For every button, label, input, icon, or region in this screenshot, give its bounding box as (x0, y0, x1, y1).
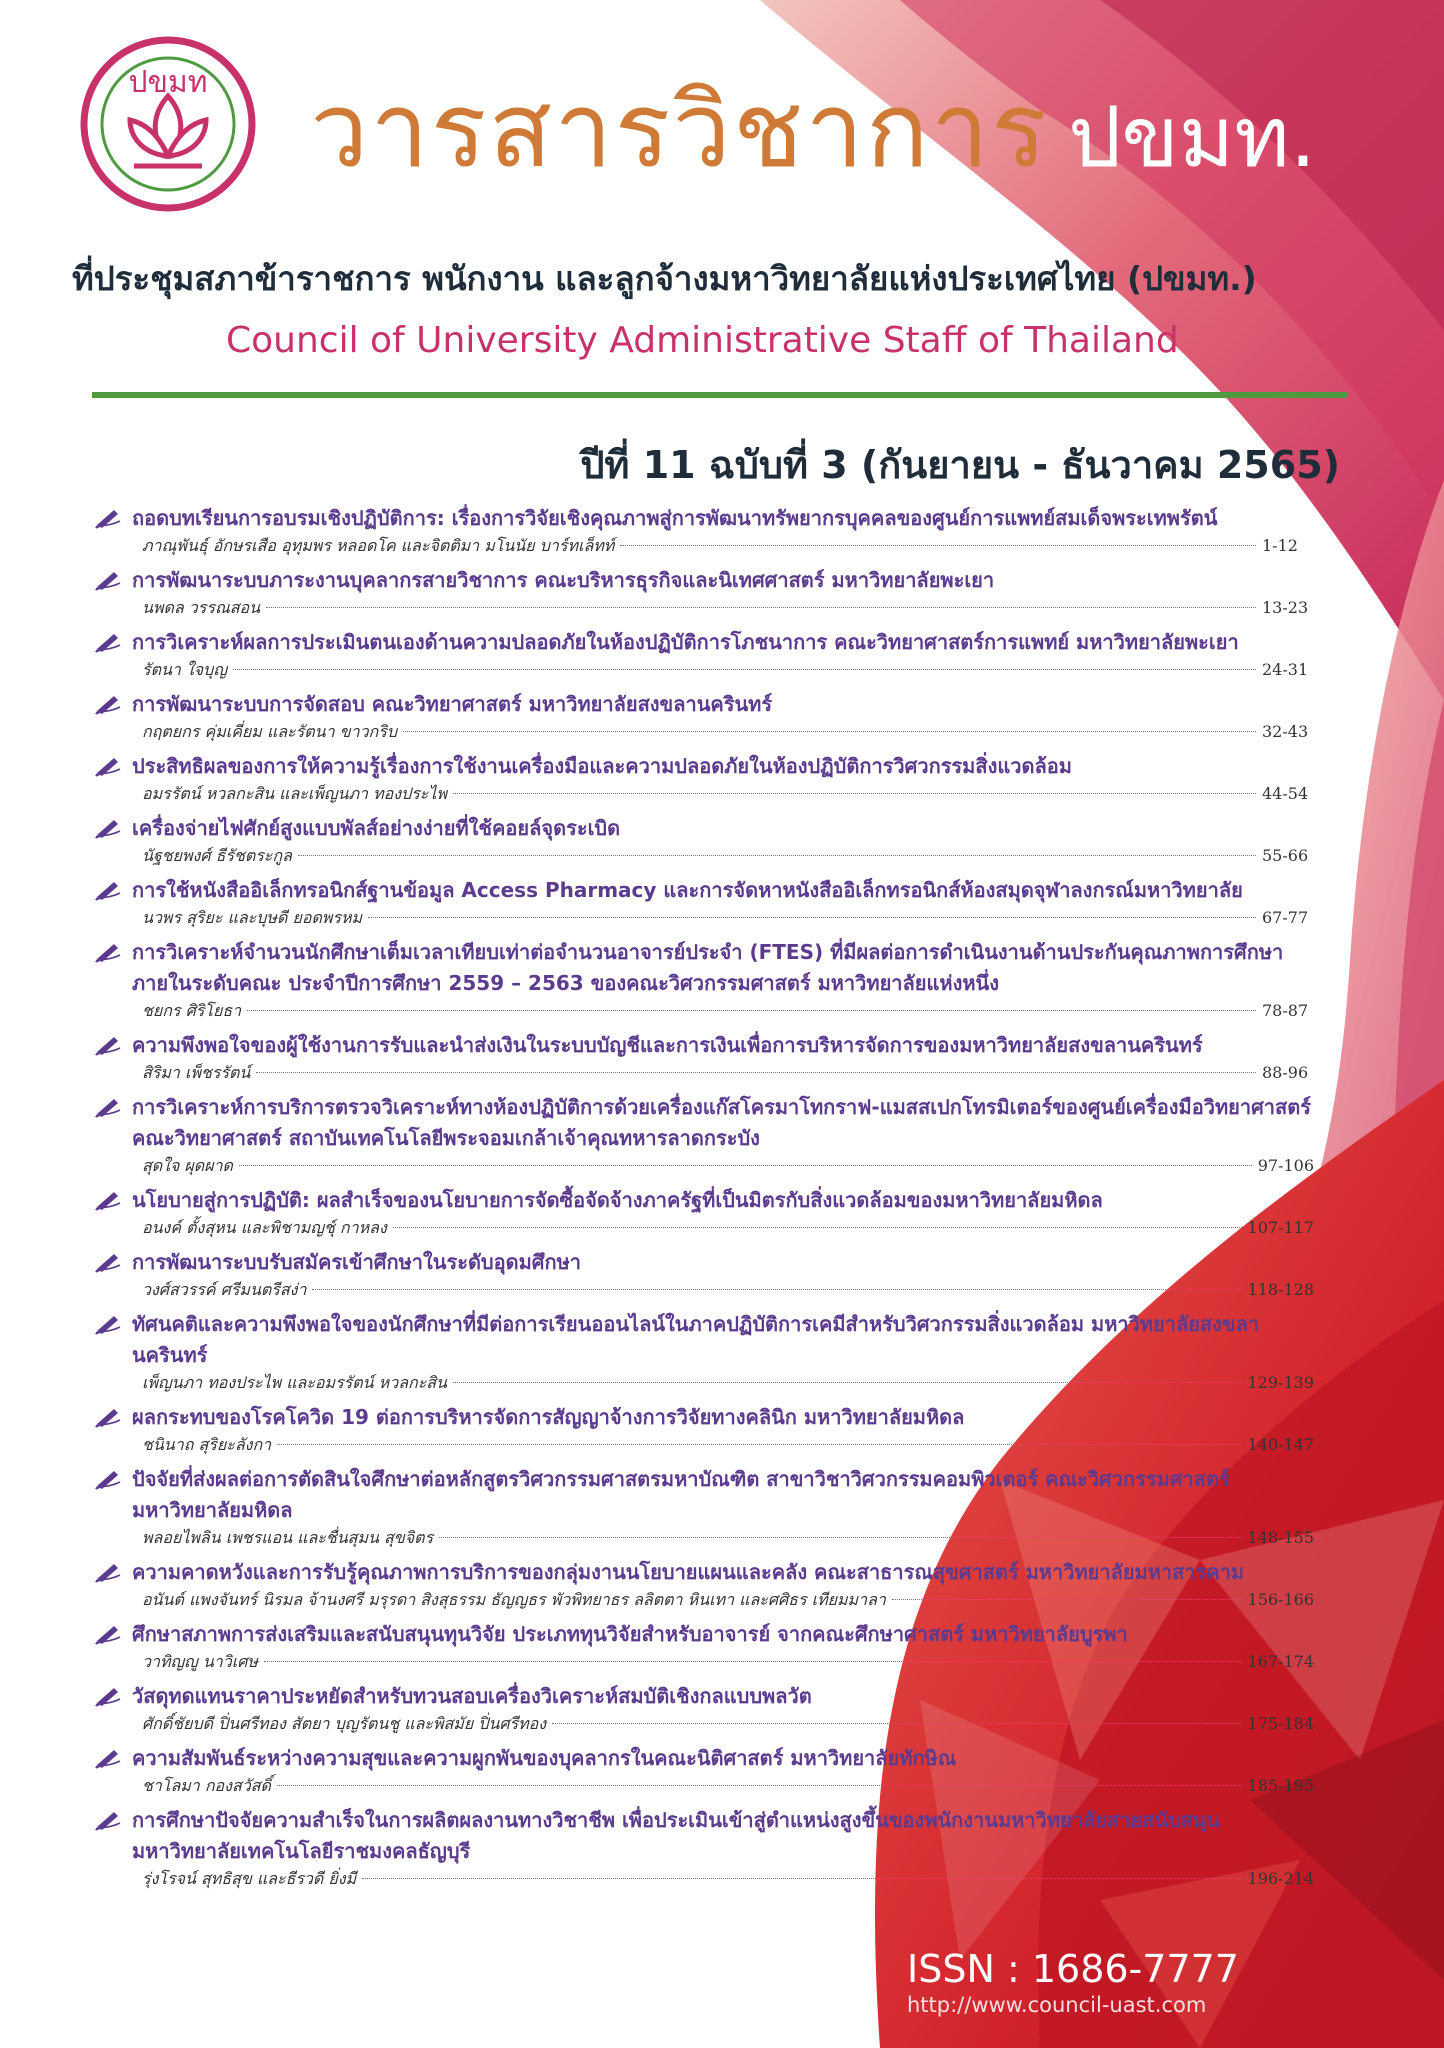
pen-icon (94, 1251, 122, 1273)
journal-title-thai: วารสารวิชาการ (310, 69, 1049, 191)
pen-icon (94, 817, 122, 839)
pen-icon (94, 1623, 122, 1645)
dot-leader (362, 1878, 1241, 1879)
article-title: การใช้หนังสืออิเล็กทรอนิกส์ฐานข้อมูล Access Pharmacy และการจัดหาหนังสืออิเล็กทรอนิกส์ห้องสมุดจุฬาลงกรณ์มหาวิทยาลัย (132, 878, 1243, 902)
article-byline (142, 1154, 1314, 1178)
article-byline (142, 1526, 1314, 1550)
organization-logo (78, 34, 258, 214)
article-pages: 24-31 (1262, 660, 1309, 679)
article-title: ความพึงพอใจของผู้ใช้งานการรับและนำส่งเงินในระบบบัญชีและการเงินเพื่อการบริหารจัดการของมหาวิทยาลัยสงขลานครินทร์ (132, 1033, 1203, 1057)
article-title: ความสัมพันธ์ระหว่างความสุขและความผูกพันของบุคลากรในคณะนิติศาสตร์ มหาวิทยาลัยทักษิณ (132, 1746, 957, 1770)
article-title: การวิเคราะห์จำนวนนักศึกษาเต็มเวลาเทียบเท่าต่อจำนวนอาจารย์ประจำ (FTES) ที่มีผลต่อการดำเนินงานด้านประกันคุณภาพการศึกษาภายในระดับคณะ ประจำปีการศึกษา 2559 – 2563 ของคณะวิศวกรรมศาสตร์ มหาวิทยาลัยแห่งหนึ่ง (132, 940, 1284, 995)
pen-icon (94, 1468, 122, 1490)
article-pages: 1-12 (1262, 536, 1298, 555)
article-authors: กฤตยกร คุ่มเคี่ยม และรัตนา ขาวกริบ (142, 722, 397, 741)
article-title: เครื่องจ่ายไฟศักย์สูงแบบพัลส์อย่างง่ายที่ใช้คอยล์จุดระเบิด (132, 816, 621, 840)
article-pages: 175-184 (1247, 1714, 1314, 1733)
article-pages: 167-174 (1247, 1652, 1314, 1671)
pen-icon (94, 1685, 122, 1707)
dot-leader (453, 793, 1256, 794)
dot-leader (247, 1010, 1256, 1011)
article-authors: ชาโลมา กองสวัสดิ์ (142, 1776, 271, 1795)
article-authors: ศักดิ์ชัยบดี ปิ่นศรีทอง สัตยา บุญรัตนชู และพิสมัย ปิ่นศรีทอง (142, 1714, 547, 1733)
article-title: นโยบายสู่การปฏิบัติ: ผลสำเร็จของนโยบายการจัดซื้อจัดจ้างภาครัฐที่เป็นมิตรกับสิ่งแวดล้อมของมหาวิทยาลัยมหิดล (132, 1188, 1103, 1212)
table-of-contents (94, 503, 1314, 1898)
article-authors: อนันต์ แพงจันทร์ นิรมล จ้านงศรี มรุรดา สิงสุธรรม ธัญญธร พัวพิทยาธร ลลิตตา หินเทา และศศิธร เทียมมาลา (142, 1590, 886, 1609)
toc-entry (94, 937, 1314, 1023)
article-byline (142, 534, 1314, 558)
pen-icon (94, 1313, 122, 1335)
pen-icon (94, 1034, 122, 1056)
toc-entry (94, 1247, 1314, 1302)
article-pages: 140-147 (1247, 1435, 1314, 1454)
dot-leader (264, 1661, 1242, 1662)
dot-leader (439, 1537, 1241, 1538)
article-authors: นัฐชยพงศ์ ธีรัชตระกูล (142, 846, 292, 865)
article-pages: 148-155 (1247, 1528, 1314, 1547)
article-authors: วาทิญญู นาวิเศษ (142, 1652, 258, 1671)
article-authors: รุ่งโรจน์ สุทธิสุข และธีรวดี ยิ่งมี (142, 1869, 357, 1888)
article-authors: พลอยไพลิน เพชรแอน และชื่นสุมน สุขจิตร (142, 1528, 434, 1547)
article-authors: อมรรัตน์ หวลกะสิน และเพ็ญนภา ทองประไพ (142, 784, 447, 803)
article-byline (142, 844, 1314, 868)
article-title: การวิเคราะห์การบริการตรวจวิเคราะห์ทางห้องปฏิบัติการด้วยเครื่องแก๊สโครมาโทกราฟ-แมสสเปกโทรมิเตอร์ของศูนย์เครื่องมือวิทยาศาสตร์ คณะวิทยาศาสตร์ สถาบันเทคโนโลยีพระจอมเกล้าเจ้าคุณทหารลาดกระบัง (132, 1095, 1311, 1150)
toc-entry (94, 627, 1314, 682)
article-authors: นพดล วรรณสอน (142, 598, 261, 617)
issn-number: ISSN : 1686-7777 (907, 1947, 1239, 1991)
pen-icon (94, 1747, 122, 1769)
council-name-thai: ที่ประชุมสภาข้าราชการ พนักงาน และลูกจ้างมหาวิทยาลัยแห่งประเทศไทย (ปขมท.) (72, 259, 1257, 298)
header-divider (92, 392, 1347, 398)
article-authors: ชยกร ศิริโยธา (142, 1001, 242, 1020)
article-title: ถอดบทเรียนการอบรมเชิงปฏิบัติการ: เรื่องการวิจัยเชิงคุณภาพสู่การพัฒนาทรัพยากรบุคคลของศูนย์การแพทย์สมเด็จพระเทพรัตน์ (132, 506, 1218, 530)
pen-icon (94, 569, 122, 591)
article-pages: 107-117 (1247, 1218, 1314, 1237)
toc-entry (94, 1185, 1314, 1240)
article-byline (142, 1061, 1314, 1085)
toc-entry (94, 1557, 1314, 1612)
dot-leader (233, 669, 1256, 670)
toc-entry (94, 751, 1314, 806)
dot-leader (368, 917, 1256, 918)
toc-entry (94, 1619, 1314, 1674)
dot-leader (277, 1444, 1241, 1445)
pen-icon (94, 1406, 122, 1428)
article-title: ผลกระทบของโรคโควิด 19 ต่อการบริหารจัดการสัญญาจ้างการวิจัยทางคลินิก มหาวิทยาลัยมหิดล (132, 1405, 965, 1429)
issue-info: ปีที่ 11 ฉบับที่ 3 (กันยายน - ธันวาคม 2565) (580, 443, 1340, 487)
toc-entry (94, 1681, 1314, 1736)
dot-leader (277, 1785, 1242, 1786)
article-byline (142, 1712, 1314, 1736)
dot-leader (239, 1165, 1252, 1166)
dot-leader (620, 545, 1256, 546)
toc-entry (94, 565, 1314, 620)
article-authors: ภาณุพันธุ์ อักษรเสือ อุทุมพร หลอดโค และจิตติมา มโนนัย บาร์ทเล็ทท์ (142, 536, 615, 555)
toc-entry (94, 875, 1314, 930)
article-pages: 55-66 (1262, 846, 1309, 865)
toc-entry (94, 813, 1314, 868)
article-pages: 32-43 (1262, 722, 1309, 741)
article-title: การพัฒนาระบบการจัดสอบ คณะวิทยาศาสตร์ มหาวิทยาลัยสงขลานครินทร์ (132, 692, 773, 716)
dot-leader (312, 1289, 1241, 1290)
pen-icon (94, 1809, 122, 1831)
pen-icon (94, 631, 122, 653)
article-byline (142, 906, 1314, 930)
article-authors: นวพร สุริยะ และบุษดี ยอดพรหม (142, 908, 363, 927)
toc-entry (94, 689, 1314, 744)
article-title: ประสิทธิผลของการให้ความรู้เรื่องการใช้งานเครื่องมือและความปลอดภัยในห้องปฏิบัติการวิศวกรรมสิ่งแวดล้อม (132, 754, 1072, 778)
pen-icon (94, 755, 122, 777)
article-pages: 67-77 (1262, 908, 1309, 927)
article-authors: เพ็ญนภา ทองประไพ และอมรรัตน์ หวลกะสิน (142, 1373, 447, 1392)
article-title: การวิเคราะห์ผลการประเมินตนเองด้านความปลอดภัยในห้องปฏิบัติการโภชนาการ คณะวิทยาศาสตร์การแพทย์ มหาวิทยาลัยพะเยา (132, 630, 1239, 654)
article-pages: 185-195 (1247, 1776, 1314, 1795)
article-authors: ชนินาถ สุริยะลังกา (142, 1435, 272, 1454)
article-byline (142, 1650, 1314, 1674)
toc-entry (94, 1402, 1314, 1457)
article-byline (142, 1774, 1314, 1798)
journal-title-abbreviation: ปขมท. (1068, 88, 1317, 186)
article-pages: 44-54 (1262, 784, 1309, 803)
article-byline (142, 1216, 1314, 1240)
article-title: วัสดุทดแทนราคาประหยัดสำหรับทวนสอบเครื่องวิเคราะห์สมบัติเชิงกลแบบพลวัต (132, 1684, 812, 1708)
website-url[interactable]: http://www.council-uast.com (907, 1993, 1207, 2017)
article-byline (142, 1433, 1314, 1457)
dot-leader (393, 1227, 1242, 1228)
journal-masthead (310, 69, 1317, 191)
article-byline (142, 720, 1314, 744)
toc-entry (94, 1805, 1314, 1891)
article-pages: 156-166 (1247, 1590, 1314, 1609)
dot-leader (298, 855, 1256, 856)
article-pages: 118-128 (1247, 1280, 1314, 1299)
dot-leader (453, 1382, 1242, 1383)
dot-leader (256, 1072, 1256, 1073)
dot-leader (892, 1599, 1242, 1600)
toc-entry (94, 1464, 1314, 1550)
pen-icon (94, 507, 122, 529)
article-authors: รัตนา ใจบุญ (142, 660, 227, 679)
toc-entry (94, 1092, 1314, 1178)
article-byline (142, 1588, 1314, 1612)
council-name-english: Council of University Administrative Staff of Thailand (226, 320, 1179, 361)
article-authors: อนงค์ ตั้งสุหน และพิชามญชุ์ กาหลง (142, 1218, 387, 1237)
article-pages: 13-23 (1262, 598, 1309, 617)
pen-icon (94, 1561, 122, 1583)
article-pages: 78-87 (1262, 1001, 1309, 1020)
pen-icon (94, 941, 122, 963)
article-pages: 129-139 (1247, 1373, 1314, 1392)
pen-icon (94, 879, 122, 901)
article-byline (142, 658, 1314, 682)
article-pages: 196-214 (1247, 1869, 1314, 1888)
article-authors: สิริมา เพ็ชรรัตน์ (142, 1063, 251, 1082)
article-byline (142, 596, 1314, 620)
dot-leader (552, 1723, 1241, 1724)
dot-leader (403, 731, 1256, 732)
logo-lettering: ปขมท (128, 65, 208, 100)
article-byline (142, 1278, 1314, 1302)
article-pages: 97-106 (1257, 1156, 1314, 1175)
article-byline (142, 1867, 1314, 1891)
article-byline (142, 782, 1314, 806)
article-title: ศึกษาสภาพการส่งเสริมและสนับสนุนทุนวิจัย ประเภททุนวิจัยสำหรับอาจารย์ จากคณะศึกษาศาสตร์ มหาวิทยาลัยบูรพา (132, 1622, 1128, 1646)
article-authors: วงศ์สวรรค์ ศรีมนตรีสง่า (142, 1280, 307, 1299)
article-title: การพัฒนาระบบภาระงานบุคลากรสายวิชาการ คณะบริหารธุรกิจและนิเทศศาสตร์ มหาวิทยาลัยพะเยา (132, 568, 995, 592)
article-authors: สุดใจ ผุดผาด (142, 1156, 233, 1175)
article-title: การศึกษาปัจจัยความสำเร็จในการผลิตผลงานทางวิชาชีพ เพื่อประเมินเข้าสู่ตำแหน่งสูงขึ้นของพนักงานมหาวิทยาลัยสายสนับสนุน มหาวิทยาลัยเทคโนโลยีราชมงคลธัญบุรี (132, 1808, 1221, 1863)
article-title: การพัฒนาระบบรับสมัครเข้าศึกษาในระดับอุดมศึกษา (132, 1250, 582, 1274)
pen-icon (94, 1096, 122, 1118)
pen-icon (94, 693, 122, 715)
toc-entry (94, 1030, 1314, 1085)
toc-entry (94, 503, 1314, 558)
pen-icon (94, 1189, 122, 1211)
article-title: ทัศนคติและความพึงพอใจของนักศึกษาที่มีต่อการเรียนออนไลน์ในภาคปฏิบัติการเคมีสำหรับวิศวกรรมสิ่งแวดล้อม มหาวิทยาลัยสงขลานครินทร์ (132, 1312, 1260, 1367)
toc-entry (94, 1309, 1314, 1395)
article-pages: 88-96 (1262, 1063, 1309, 1082)
article-title: ปัจจัยที่ส่งผลต่อการตัดสินใจศึกษาต่อหลักสูตรวิศวกรรมศาสตรมหาบัณฑิต สาขาวิชาวิศวกรรมคอมพิวเตอร์ คณะวิศวกรรมศาสตร์ มหาวิทยาลัยมหิดล (132, 1467, 1230, 1522)
article-byline (142, 999, 1314, 1023)
dot-leader (266, 607, 1256, 608)
toc-entry (94, 1743, 1314, 1798)
article-title: ความคาดหวังและการรับรู้คุณภาพการบริการของกลุ่มงานนโยบายแผนและคลัง คณะสาธารณสุขศาสตร์ มหาวิทยาลัยมหาสารคาม (132, 1560, 1245, 1584)
article-byline (142, 1371, 1314, 1395)
